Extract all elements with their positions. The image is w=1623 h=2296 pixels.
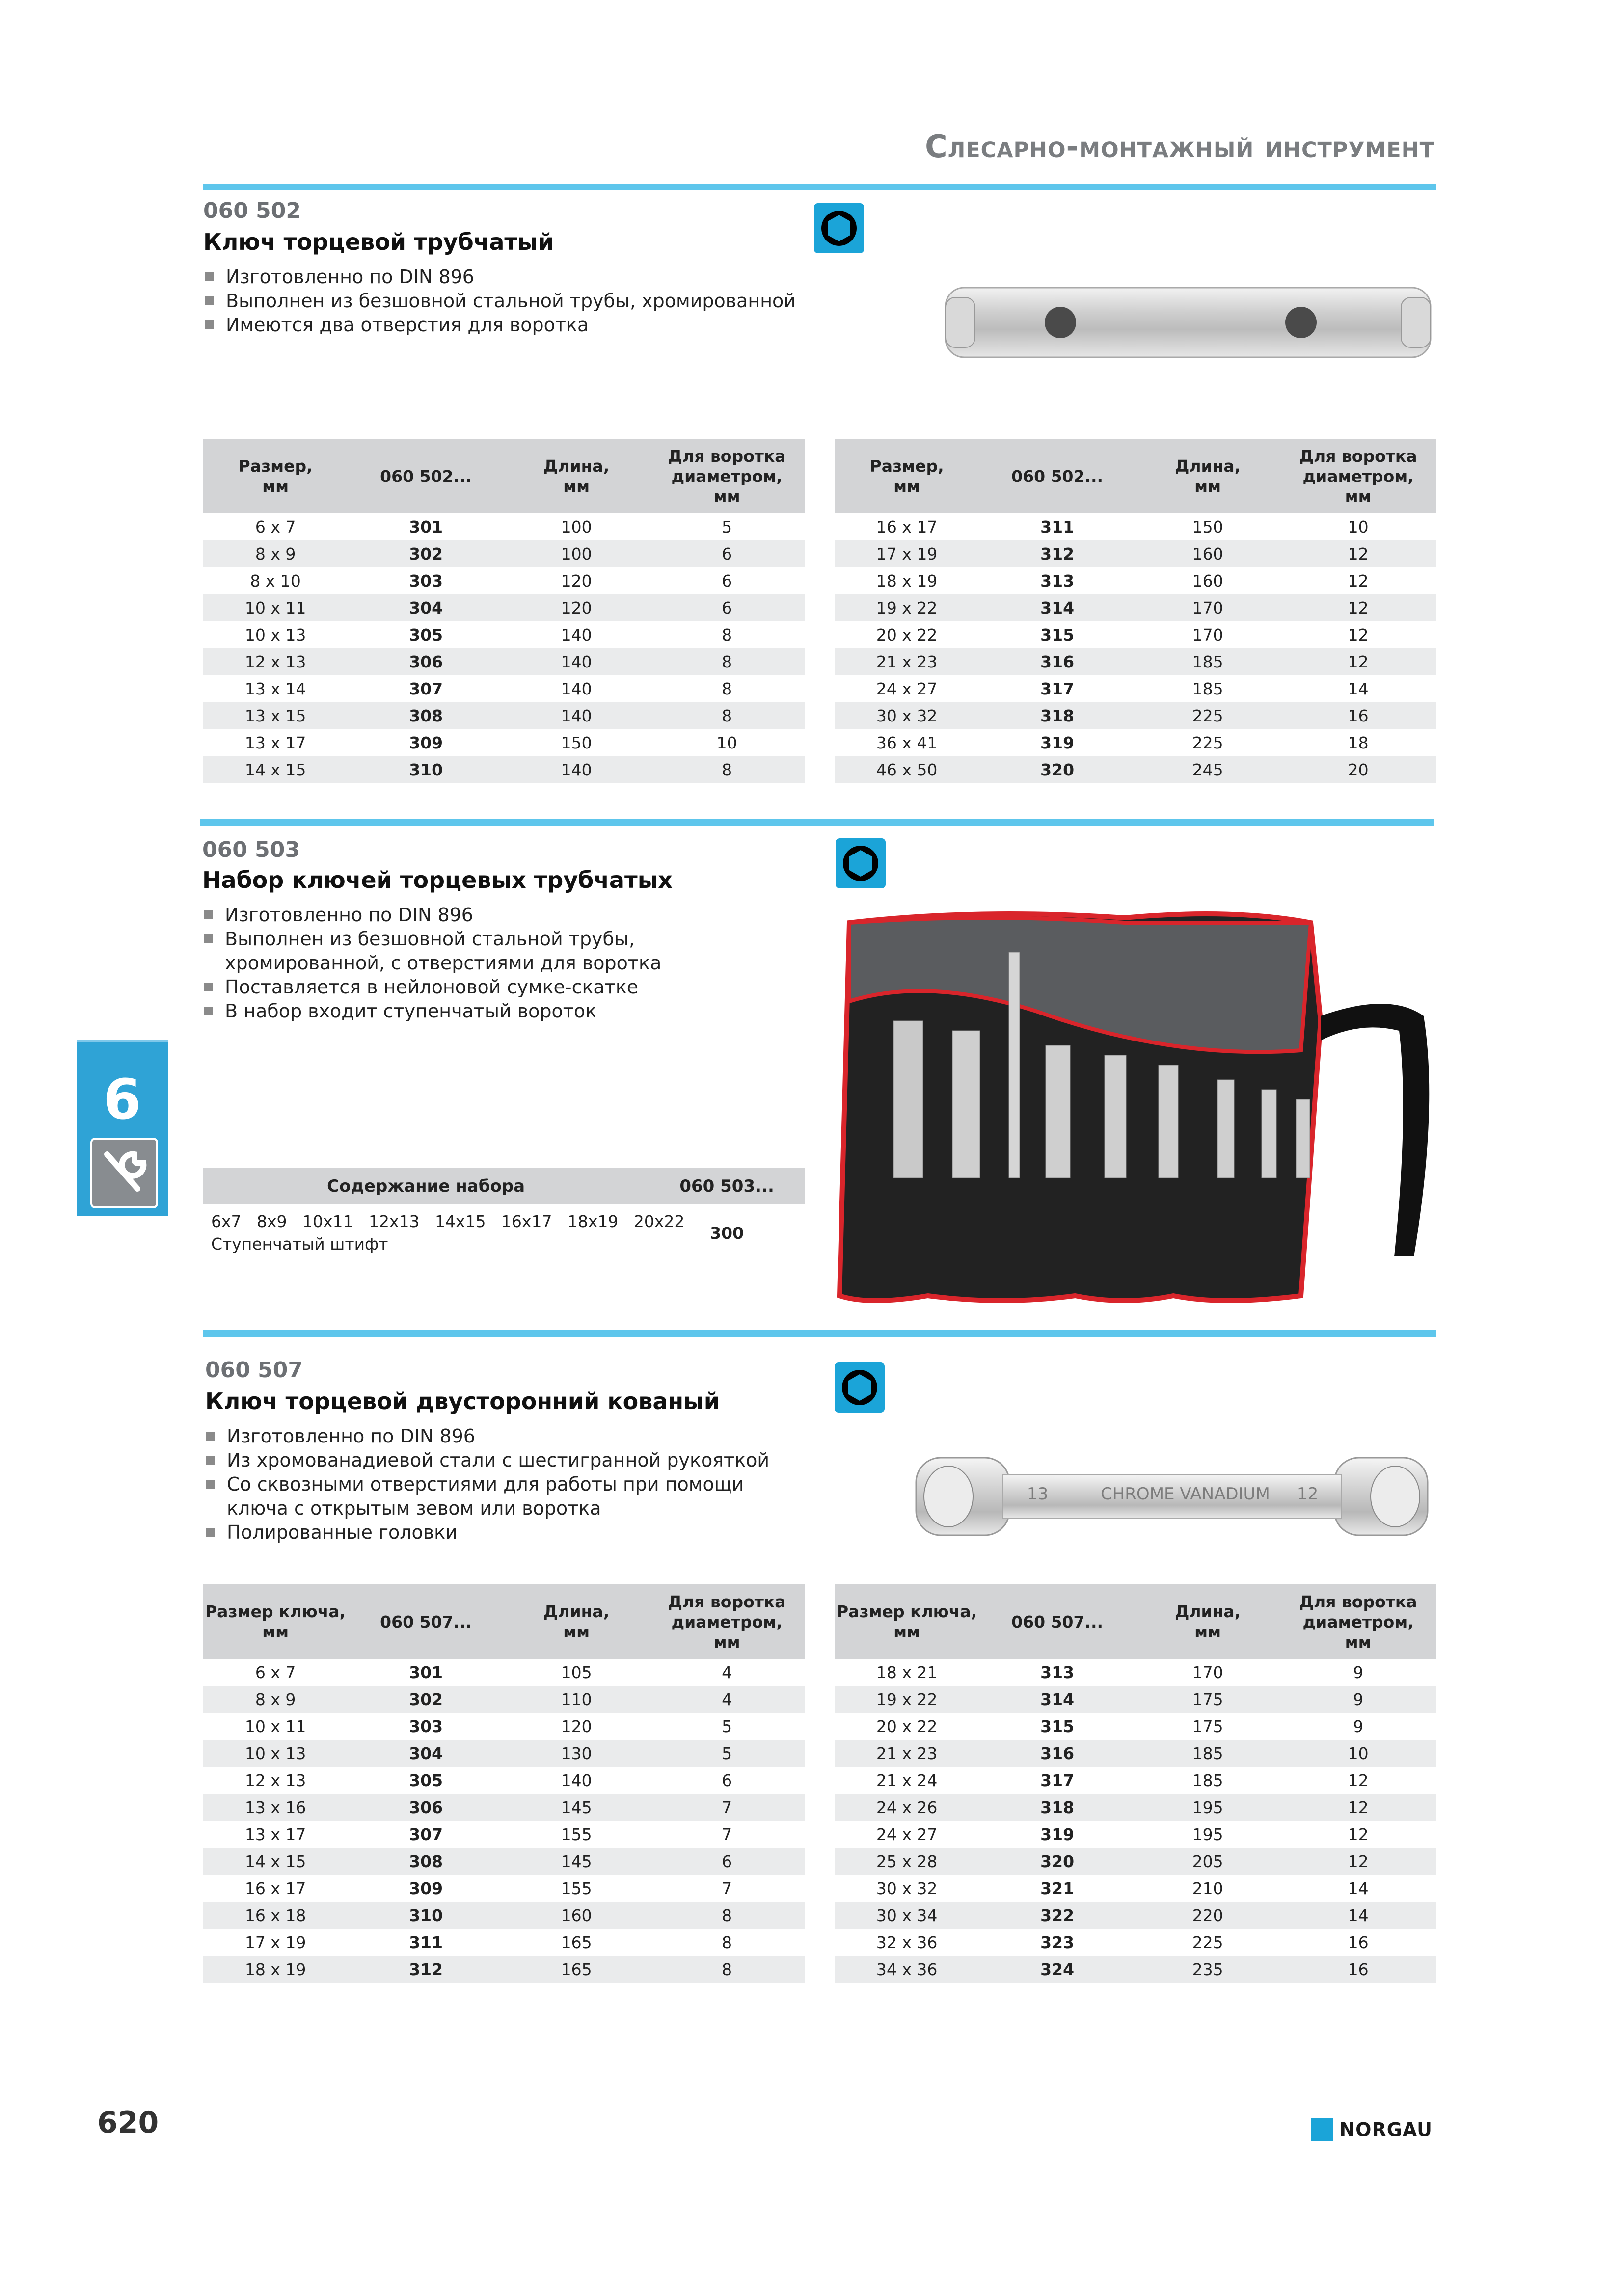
table-row [203, 702, 805, 729]
cell-bar-diameter: 9 [1353, 1717, 1364, 1736]
cell-bar-diameter: 8 [649, 1956, 805, 1983]
cell-bar-diameter: 8 [722, 1933, 732, 1952]
table-row [203, 513, 805, 540]
table-row [835, 729, 1436, 756]
cell-article: 318 [979, 1794, 1136, 1821]
cell-length: 120 [504, 594, 649, 621]
cell-bar-diameter: 9 [1280, 1686, 1436, 1713]
tube-wrench-image [943, 283, 1434, 362]
cell-size: 13 x 14 [244, 679, 306, 698]
cell-size: 17 x 19 [244, 1933, 306, 1952]
cell-length: 150 [561, 733, 592, 752]
column-header-size: Размер, мм [203, 439, 348, 513]
table-row [203, 540, 805, 567]
cell-bar-diameter: 16 [1280, 1956, 1436, 1983]
table-row [835, 756, 1436, 783]
cell-article: 301 [409, 1663, 443, 1682]
table-row [835, 1740, 1436, 1767]
feature-item: В набор входит ступенчатый вороток [204, 999, 784, 1023]
table-row [835, 648, 1436, 675]
cell-size: 17 x 19 [835, 540, 979, 567]
cell-size: 10 x 11 [203, 594, 348, 621]
cell-bar-diameter: 8 [649, 702, 805, 729]
cell-length: 185 [1136, 1740, 1280, 1767]
column-header-length: Длина, мм [1136, 1584, 1280, 1659]
cell-article: 305 [409, 1771, 443, 1790]
set-sizes: 6x7 8x9 10x11 12x13 14x15 16x17 18x19 20x22 [211, 1212, 685, 1231]
table-row [203, 756, 805, 783]
chapter-number: 6 [103, 1068, 141, 1132]
table-row [835, 1956, 1436, 1983]
table-row [835, 1794, 1436, 1821]
cell-size: 8 x 9 [203, 1686, 348, 1713]
cell-size: 25 x 28 [835, 1848, 979, 1875]
column-header-size: Размер, мм [835, 439, 979, 513]
cell-length: 120 [561, 571, 592, 590]
column-header-length: Длина, мм [504, 1584, 649, 1659]
table-row [835, 540, 1436, 567]
table-row [203, 1902, 805, 1929]
cell-length: 105 [561, 1663, 592, 1682]
cell-article: 309 [409, 1879, 443, 1898]
cell-length: 170 [1192, 1663, 1223, 1682]
table-row [203, 567, 805, 594]
column-header-code: 060 502... [348, 439, 504, 513]
cell-length: 225 [1192, 733, 1223, 752]
cell-article: 313 [1040, 571, 1075, 590]
cell-bar-diameter: 14 [1280, 1902, 1436, 1929]
cell-length: 195 [1192, 1825, 1223, 1844]
cell-bar-diameter: 5 [722, 1717, 732, 1736]
product-code: 060 502 [203, 198, 301, 223]
feature-item: Из хромованадиевой стали с шестигранной рукояткой [206, 1448, 795, 1472]
cell-length: 195 [1136, 1794, 1280, 1821]
feature-item: Имеются два отверстия для воротка [205, 313, 819, 337]
cell-size: 10 x 11 [244, 1717, 306, 1736]
cell-bar-diameter: 5 [649, 1740, 805, 1767]
cell-length: 210 [1192, 1879, 1223, 1898]
cell-length: 145 [504, 1794, 649, 1821]
cell-bar-diameter: 6 [649, 540, 805, 567]
cell-bar-diameter: 6 [649, 1848, 805, 1875]
cell-size: 14 x 15 [203, 1848, 348, 1875]
cell-bar-diameter: 12 [1280, 594, 1436, 621]
chapter-tab [77, 1040, 168, 1216]
column-header-length: Длина, мм [504, 439, 649, 513]
table-row [835, 1929, 1436, 1956]
table-row [203, 1794, 805, 1821]
cell-size: 12 x 13 [244, 1771, 306, 1790]
feature-list [206, 1424, 795, 1545]
table-row [203, 729, 805, 756]
column-header-bar-diameter: Для воротка диаметром, мм [649, 1584, 805, 1659]
cell-bar-diameter: 12 [1280, 1848, 1436, 1875]
cell-length: 100 [561, 517, 592, 536]
cell-length: 140 [504, 648, 649, 675]
section-divider [203, 1330, 1436, 1337]
cell-bar-diameter: 18 [1348, 733, 1369, 752]
table-row [203, 1713, 805, 1740]
table-row [203, 1821, 805, 1848]
table-row [835, 1713, 1436, 1740]
cell-article: 319 [1040, 733, 1075, 752]
set-contents-table [203, 1168, 805, 1261]
cell-size: 13 x 15 [203, 702, 348, 729]
cell-size: 12 x 13 [203, 648, 348, 675]
cell-article: 312 [348, 1956, 504, 1983]
cell-length: 160 [1192, 571, 1223, 590]
feature-list [205, 265, 819, 337]
column-header-code: 060 502... [979, 439, 1136, 513]
column-header-code: 060 507... [979, 1584, 1136, 1659]
cell-article: 313 [1040, 1663, 1075, 1682]
cell-length: 140 [504, 702, 649, 729]
cell-bar-diameter: 4 [649, 1686, 805, 1713]
product-title: Ключ торцевой трубчатый [203, 229, 554, 255]
cell-size: 46 x 50 [835, 756, 979, 783]
cell-size: 13 x 16 [203, 1794, 348, 1821]
product-code: 060 503 [202, 837, 300, 862]
cell-article: 311 [1040, 517, 1075, 536]
cell-article: 320 [979, 1848, 1136, 1875]
table-row [203, 648, 805, 675]
cell-article: 307 [409, 1825, 443, 1844]
cell-size: 16 x 17 [244, 1879, 306, 1898]
table-row [203, 1659, 805, 1686]
cell-article: 305 [409, 625, 443, 644]
column-header-code: 060 503... [649, 1168, 805, 1204]
engraving-size-left: 13 [1027, 1484, 1049, 1504]
size-table-right [835, 1584, 1436, 1983]
column-header-set-contents: Содержание набора [203, 1168, 649, 1204]
size-table-left [203, 439, 805, 783]
cell-bar-diameter: 4 [722, 1663, 732, 1682]
cell-length: 160 [504, 1902, 649, 1929]
cell-bar-diameter: 7 [649, 1794, 805, 1821]
table-row [835, 1902, 1436, 1929]
forged-wrench-image [914, 1453, 1430, 1540]
cell-length: 205 [1136, 1848, 1280, 1875]
chapter-tab-divider [77, 1040, 168, 1042]
wrench-icon [90, 1138, 158, 1208]
cell-article: 316 [979, 648, 1136, 675]
cell-bar-diameter: 12 [1348, 571, 1369, 590]
cell-article: 318 [979, 702, 1136, 729]
cell-size: 19 x 22 [835, 1686, 979, 1713]
feature-item: Изготовленно по DIN 896 [204, 903, 784, 927]
cell-size: 30 x 32 [876, 1879, 938, 1898]
product-title: Набор ключей торцевых трубчатых [202, 867, 673, 893]
feature-item: Со сквозными отверстиями для работы при помощи ключа с открытым зевом или воротка [206, 1472, 795, 1521]
cell-length: 130 [504, 1740, 649, 1767]
cell-length: 140 [561, 1771, 592, 1790]
table-row [835, 1875, 1436, 1902]
cell-size: 20 x 22 [876, 1717, 938, 1736]
cell-size: 16 x 17 [876, 517, 938, 536]
cell-article: 317 [1040, 679, 1075, 698]
table-row [835, 621, 1436, 648]
table-row [203, 621, 805, 648]
cell-article: 306 [348, 648, 504, 675]
section-divider [200, 819, 1434, 826]
cell-length: 140 [561, 679, 592, 698]
cell-size: 18 x 21 [876, 1663, 938, 1682]
hexagon-icon [836, 838, 886, 888]
column-header-length: Длина, мм [1136, 439, 1280, 513]
table-row [203, 1956, 805, 1983]
cell-size: 21 x 24 [876, 1771, 938, 1790]
cell-size: 21 x 23 [835, 1740, 979, 1767]
cell-bar-diameter: 6 [722, 1771, 732, 1790]
cell-length: 225 [1192, 1933, 1223, 1952]
cell-article: 309 [409, 733, 443, 752]
cell-bar-diameter: 8 [722, 679, 732, 698]
cell-article: 308 [348, 702, 504, 729]
cell-length: 165 [561, 1933, 592, 1952]
cell-length: 175 [1136, 1686, 1280, 1713]
table-row [835, 1767, 1436, 1794]
page-number: 620 [97, 2106, 159, 2140]
table-row [835, 1686, 1436, 1713]
feature-list [204, 903, 784, 1023]
table-row [203, 594, 805, 621]
cell-bar-diameter: 10 [716, 733, 737, 752]
cell-size: 24 x 26 [835, 1794, 979, 1821]
cell-bar-diameter: 16 [1348, 1933, 1369, 1952]
cell-article: 320 [979, 756, 1136, 783]
feature-item: Поставляется в нейлоновой сумке-скатке [204, 975, 784, 999]
column-header-size: Размер ключа, мм [203, 1584, 348, 1659]
set-extra-item: Ступенчатый штифт [211, 1234, 388, 1254]
table-row [835, 1659, 1436, 1686]
cell-article: 322 [979, 1902, 1136, 1929]
table-row [835, 594, 1436, 621]
cell-bar-diameter: 10 [1280, 1740, 1436, 1767]
column-header-bar-diameter: Для воротка диаметром, мм [1280, 1584, 1436, 1659]
cell-size: 36 x 41 [876, 733, 938, 752]
table-row [203, 1767, 805, 1794]
feature-item: Изготовленно по DIN 896 [205, 265, 819, 289]
cell-size: 20 x 22 [876, 625, 938, 644]
cell-length: 175 [1192, 1717, 1223, 1736]
cell-size: 8 x 9 [203, 540, 348, 567]
cell-length: 185 [1192, 679, 1223, 698]
cell-size: 16 x 18 [203, 1902, 348, 1929]
cell-size: 6 x 7 [255, 1663, 296, 1682]
cell-size: 18 x 19 [876, 571, 938, 590]
cell-bar-diameter: 8 [649, 1902, 805, 1929]
table-row [203, 1875, 805, 1902]
engraving-material: CHROME VANADIUM [1101, 1484, 1270, 1504]
cell-length: 155 [561, 1825, 592, 1844]
cell-length: 235 [1136, 1956, 1280, 1983]
cell-bar-diameter: 10 [1348, 517, 1369, 536]
cell-article: 303 [409, 1717, 443, 1736]
cell-size: 13 x 17 [244, 1825, 306, 1844]
section-divider [203, 184, 1436, 190]
cell-length: 140 [504, 756, 649, 783]
cell-size: 34 x 36 [835, 1956, 979, 1983]
cell-article: 324 [979, 1956, 1136, 1983]
cell-bar-diameter: 14 [1348, 1879, 1369, 1898]
table-row [835, 1821, 1436, 1848]
cell-article: 302 [348, 540, 504, 567]
table-row [835, 702, 1436, 729]
brand-name: NORGAU [1339, 2119, 1433, 2140]
cell-article: 311 [409, 1933, 443, 1952]
cell-length: 225 [1136, 702, 1280, 729]
cell-size: 6 x 7 [255, 517, 296, 536]
cell-length: 170 [1192, 625, 1223, 644]
table-row [835, 675, 1436, 702]
tool-roll-set-image [830, 903, 1443, 1308]
cell-article: 314 [979, 594, 1136, 621]
cell-bar-diameter: 12 [1280, 1794, 1436, 1821]
cell-article: 310 [348, 1902, 504, 1929]
cell-length: 185 [1192, 1771, 1223, 1790]
column-header-code: 060 507... [348, 1584, 504, 1659]
table-row [835, 513, 1436, 540]
cell-article: 315 [1040, 1717, 1075, 1736]
cell-length: 155 [561, 1879, 592, 1898]
cell-bar-diameter: 8 [649, 648, 805, 675]
cell-article: 304 [348, 594, 504, 621]
size-table-left [203, 1584, 805, 1983]
cell-size: 32 x 36 [876, 1933, 938, 1952]
cell-bar-diameter: 7 [722, 1825, 732, 1844]
cell-size: 14 x 15 [203, 756, 348, 783]
cell-size: 19 x 22 [835, 594, 979, 621]
cell-length: 120 [561, 1717, 592, 1736]
cell-length: 145 [504, 1848, 649, 1875]
cell-bar-diameter: 12 [1348, 1771, 1369, 1790]
cell-bar-diameter: 7 [722, 1879, 732, 1898]
brand-logo [1311, 2118, 1433, 2141]
cell-length: 245 [1136, 756, 1280, 783]
cell-bar-diameter: 8 [722, 625, 732, 644]
cell-size: 18 x 19 [203, 1956, 348, 1983]
cell-length: 140 [561, 625, 592, 644]
cell-article: 310 [348, 756, 504, 783]
cell-size: 30 x 32 [835, 702, 979, 729]
brand-square-icon [1311, 2118, 1333, 2141]
engraving-size-right: 12 [1297, 1484, 1319, 1504]
column-header-bar-diameter: Для воротка диаметром, мм [1280, 439, 1436, 513]
column-header-size: Размер ключа, мм [835, 1584, 979, 1659]
cell-article: 319 [1040, 1825, 1075, 1844]
feature-item: Выполнен из безшовной стальной трубы, хромированной [205, 289, 819, 313]
cell-article: 308 [348, 1848, 504, 1875]
feature-item: Выполнен из безшовной стальной трубы, хромированной, с отверстиями для воротка [204, 927, 784, 975]
cell-article: 321 [1040, 1879, 1075, 1898]
cell-size: 24 x 27 [876, 1825, 938, 1844]
cell-bar-diameter: 16 [1280, 702, 1436, 729]
cell-length: 220 [1136, 1902, 1280, 1929]
cell-size: 21 x 23 [835, 648, 979, 675]
table-row [835, 567, 1436, 594]
column-header-bar-diameter: Для воротка диаметром, мм [649, 439, 805, 513]
cell-article: 301 [409, 517, 443, 536]
table-row [203, 675, 805, 702]
cell-length: 165 [504, 1956, 649, 1983]
product-code: 060 507 [205, 1358, 303, 1383]
cell-article: 315 [1040, 625, 1075, 644]
cell-article: 316 [979, 1740, 1136, 1767]
hexagon-icon [814, 203, 864, 253]
table-row [203, 1929, 805, 1956]
product-title: Ключ торцевой двусторонний кованый [205, 1388, 720, 1415]
cell-size: 10 x 13 [244, 625, 306, 644]
cell-length: 110 [504, 1686, 649, 1713]
cell-article: 302 [348, 1686, 504, 1713]
cell-size: 8 x 10 [250, 571, 301, 590]
cell-article: 323 [1040, 1933, 1075, 1952]
cell-size: 24 x 27 [876, 679, 938, 698]
cell-bar-diameter: 12 [1348, 625, 1369, 644]
cell-length: 170 [1136, 594, 1280, 621]
cell-article: 303 [409, 571, 443, 590]
cell-article: 307 [409, 679, 443, 698]
cell-article: 312 [979, 540, 1136, 567]
table-row [203, 1740, 805, 1767]
table-row [835, 1848, 1436, 1875]
cell-bar-diameter: 20 [1280, 756, 1436, 783]
cell-article: 306 [348, 1794, 504, 1821]
cell-length: 160 [1136, 540, 1280, 567]
cell-length: 150 [1192, 517, 1223, 536]
set-code: 300 [710, 1223, 744, 1243]
table-row [203, 1686, 805, 1713]
table-row [203, 1848, 805, 1875]
cell-bar-diameter: 6 [649, 594, 805, 621]
page-header-title: Слесарно-монтажный инструмент [925, 129, 1434, 164]
cell-length: 185 [1136, 648, 1280, 675]
cell-article: 317 [1040, 1771, 1075, 1790]
size-table-right [835, 439, 1436, 783]
feature-item: Полированные головки [206, 1521, 795, 1545]
cell-bar-diameter: 9 [1353, 1663, 1364, 1682]
cell-bar-diameter: 8 [649, 756, 805, 783]
feature-item: Изготовленно по DIN 896 [206, 1424, 795, 1448]
cell-size: 10 x 13 [203, 1740, 348, 1767]
cell-size: 13 x 17 [244, 733, 306, 752]
cell-bar-diameter: 14 [1348, 679, 1369, 698]
cell-bar-diameter: 6 [722, 571, 732, 590]
cell-bar-diameter: 12 [1348, 1825, 1369, 1844]
cell-length: 100 [504, 540, 649, 567]
cell-article: 314 [979, 1686, 1136, 1713]
hexagon-icon [835, 1362, 885, 1413]
cell-article: 304 [348, 1740, 504, 1767]
cell-bar-diameter: 5 [722, 517, 732, 536]
cell-bar-diameter: 12 [1280, 540, 1436, 567]
cell-bar-diameter: 12 [1280, 648, 1436, 675]
cell-size: 30 x 34 [835, 1902, 979, 1929]
